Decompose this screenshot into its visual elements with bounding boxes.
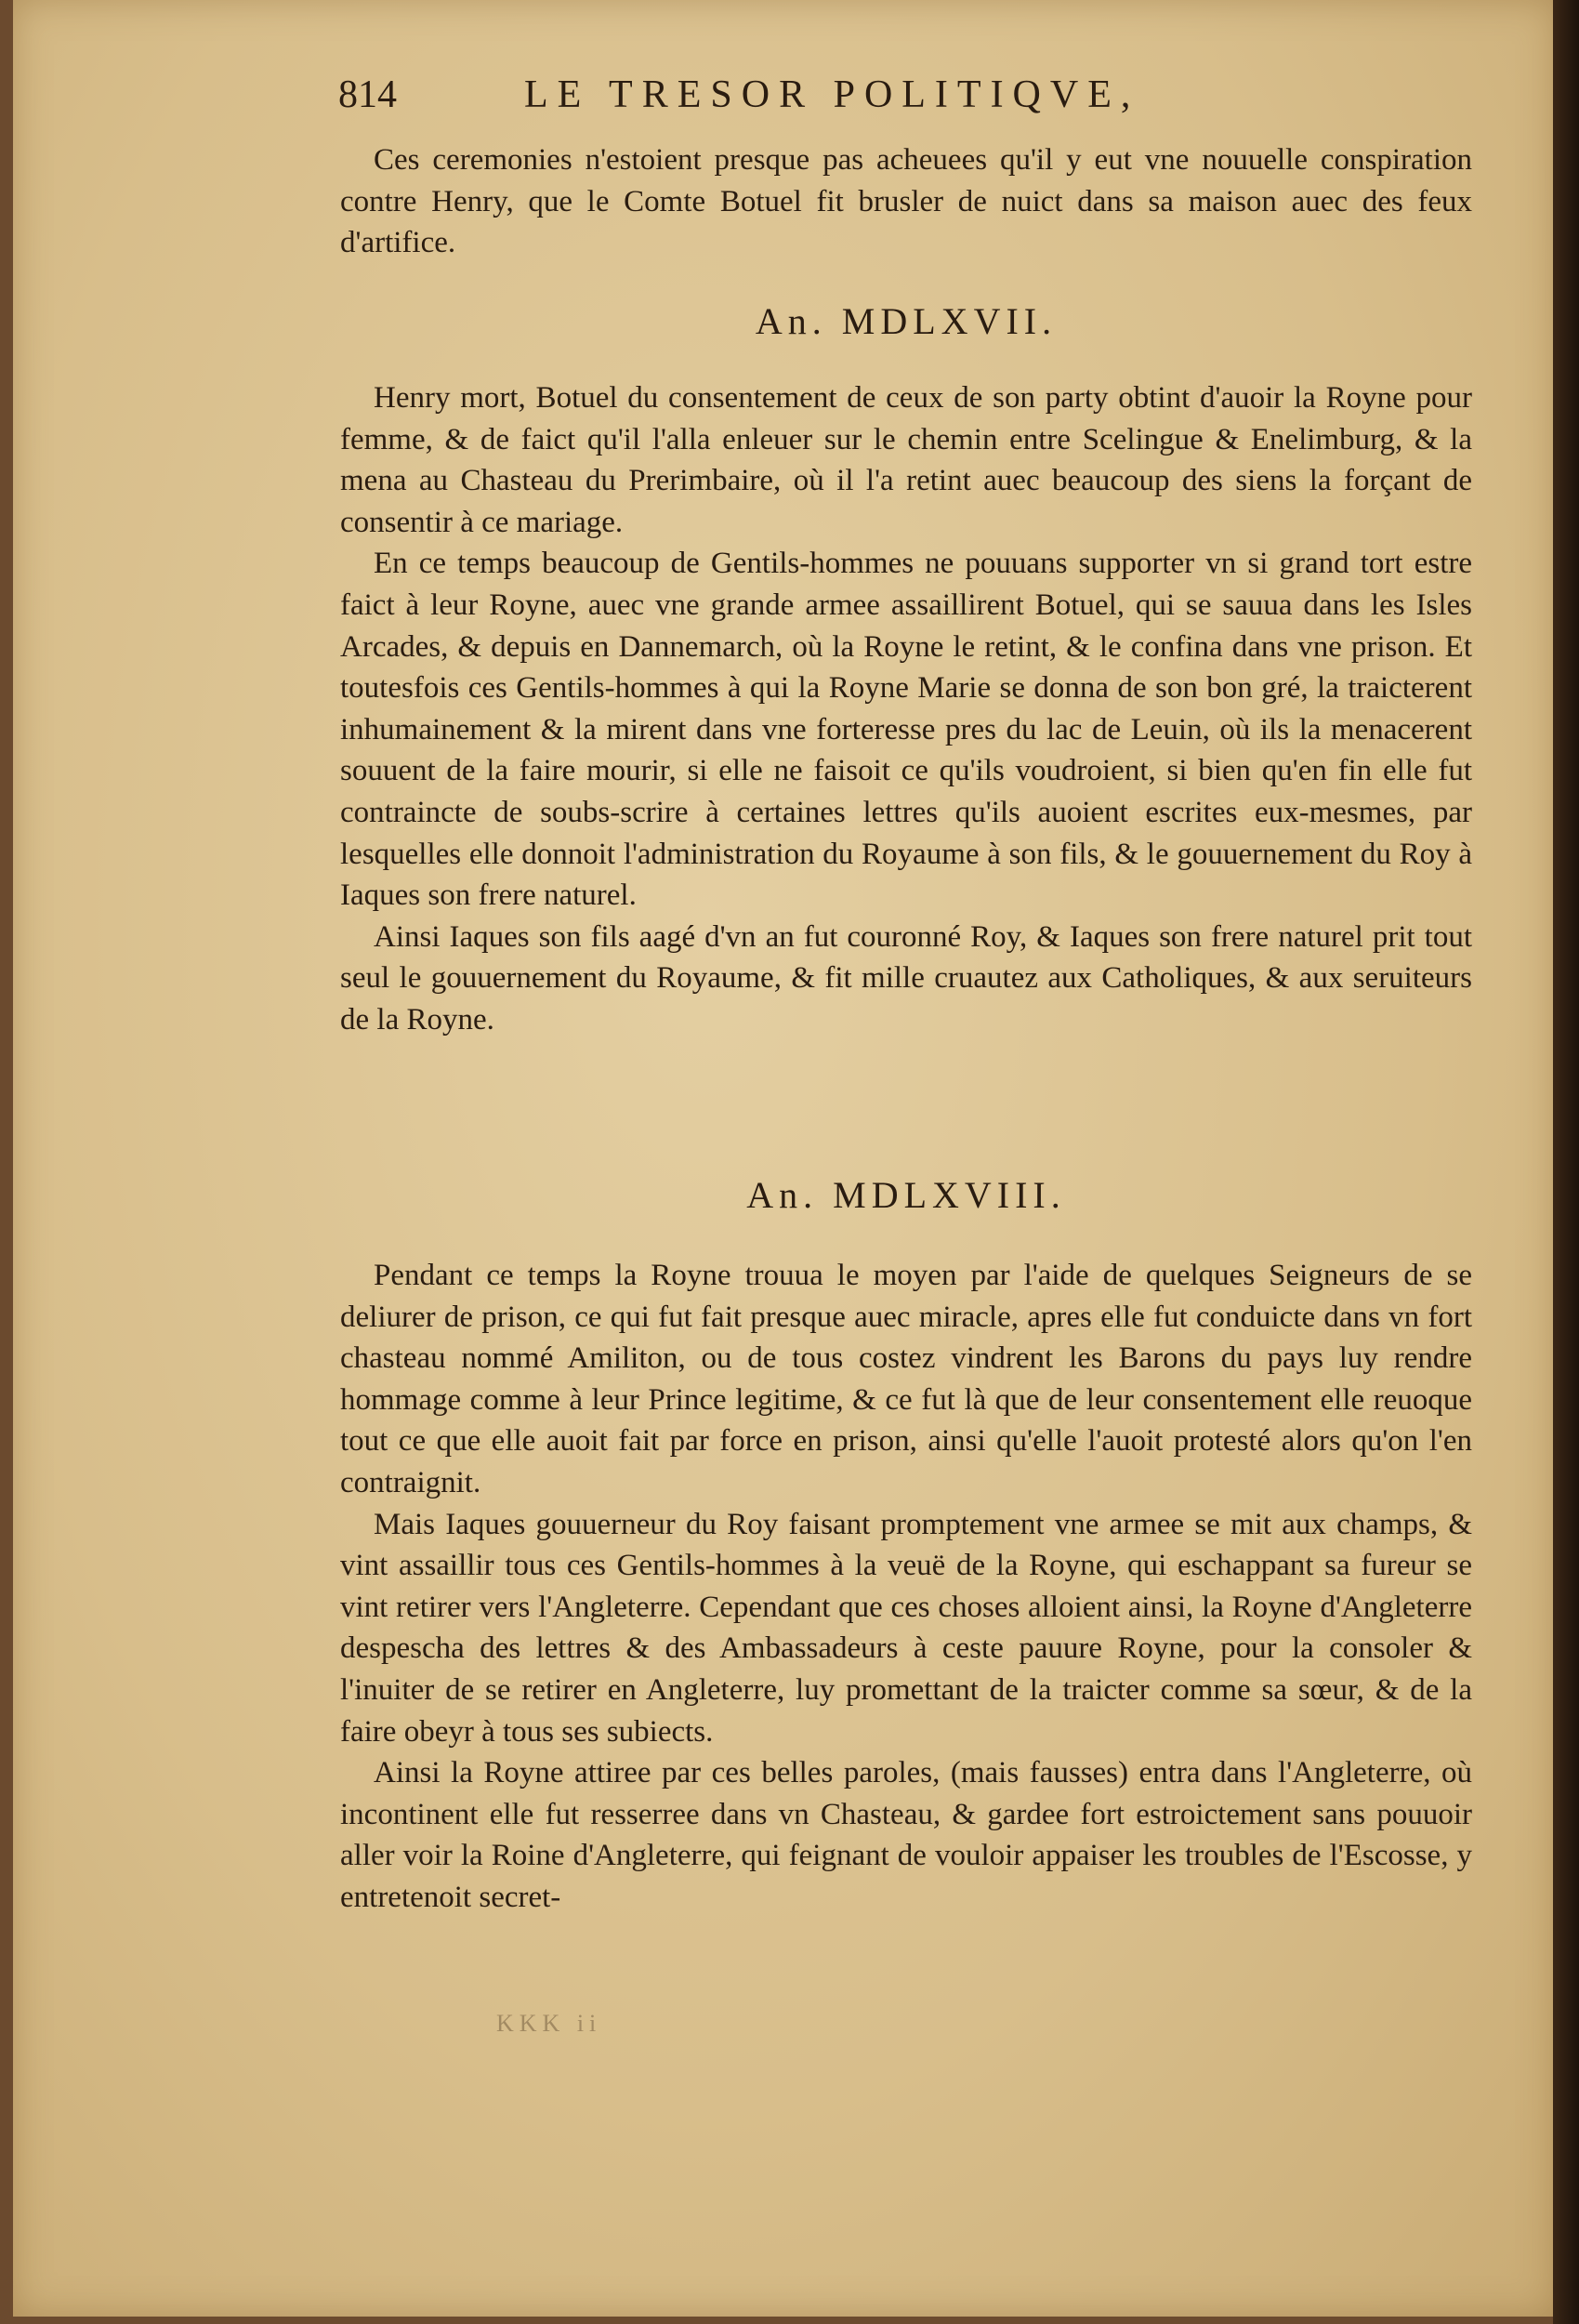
- paragraph: Ainsi Iaques son fils aagé d'vn an fut couronné Roy, & Iaques son frere naturel prit tout seul le gouuernement du Royaume, & fit mille cruautez aux Catholiques, & aux seruiteurs de la Royne.: [340, 919, 1472, 1037]
- paragraph: Mais Iaques gouuerneur du Roy faisant promptement vne armee se mit aux champs, & vint assaillir tous ces Gentils-hommes à la veuë de la Royne, qui eschappant sa fureur se vint retirer vers l'Angleterre. Cependant que ces choses alloient ainsi, la Royne d'Angleterre despescha des lettres & des Ambassadeurs à ceste pauure Royne, pour la consoler & l'inuiter de se retirer en Angleterre, luy promettant de la traicter comme sa sœur, & de la faire obeyr à tous ses subiects.: [340, 1507, 1472, 1749]
- paragraph: Ainsi la Royne attiree par ces belles paroles, (mais fausses) entra dans l'Angleterre, où incontinent elle fut resserree dans vn Chasteau, & gardee fort estroictement sans pouuoir aller voir la Roine d'Angleterre, qui feignant de vouloir appaiser les troubles de l'Escosse, y entretenoit secret-: [340, 1756, 1472, 1914]
- section-1567-body: [340, 377, 1472, 1041]
- running-title: LE TRESOR POLITIQVE,: [524, 73, 1140, 116]
- page-header: [338, 73, 1361, 128]
- intro-paragraph: [340, 139, 1472, 264]
- year-heading-1567: An. MDLXVII.: [755, 300, 1058, 342]
- section-1568-body: [340, 1255, 1472, 1919]
- paragraph: En ce temps beaucoup de Gentils-hommes ne pouuans supporter vn si grand tort estre faict à leur Royne, auec vne grande armee assaillirent Botuel, qui se sauua dans les Isles Arcades, & depuis en Dannemarch, où la Royne le retint, & le confina dans vne prison. Et toutesfois ces Gentils-hommes à qui la Royne Marie se donna de son bon gré, la traicterent inhumainement & la mirent dans vne forteresse pres du lac de Leuin, où ils la menacerent souuent de la faire mourir, si elle ne faisoit ce qu'ils voudroient, si bien qu'en fin elle fut contraincte de soubs-scrire à certaines lettres qu'ils auoient escrites eux-mesmes, par lesquelles elle donnoit l'administration du Royaume à son fils, & le gouuernement du Roy à Iaques son frere naturel.: [340, 547, 1472, 913]
- show-through-signature: KKK ii: [496, 2010, 602, 2037]
- book-page: [13, 0, 1556, 2317]
- paragraph: Henry mort, Botuel du consentement de ceux de son party obtint d'auoir la Royne pour femme, & de faict qu'il l'alla enleuer sur le chemin entre Scelingue & Enelimburg, & la mena au Chasteau du Prerimbaire, où il l'a retint auec beaucoup des siens la forçant de consentir à ce mariage.: [340, 381, 1472, 539]
- paragraph: Ces ceremonies n'estoient presque pas acheuees qu'il y eut vne nouuelle conspiration contre Henry, que le Comte Botuel fit brusler de nuict dans sa maison auec des feux d'artifice.: [340, 143, 1472, 260]
- page-number: 814: [338, 73, 397, 116]
- book-spine-shadow: [1553, 0, 1579, 2324]
- year-heading-1568: An. MDLXVIII.: [746, 1174, 1066, 1216]
- paragraph: Pendant ce temps la Royne trouua le moyen par l'aide de quelques Seigneurs de se deliurer de prison, ce qui fut fait presque auec miracle, apres elle fut conduicte dans vn fort chasteau nommé Amiliton, ou de tous costez vindrent les Barons du pays luy rendre hommage comme à leur Prince legitime, & ce fut là que de leur consentement elle reuoque tout ce que elle auoit fait par force en prison, ainsi qu'elle l'auoit protesté alors qu'on l'en contraignit.: [340, 1259, 1472, 1499]
